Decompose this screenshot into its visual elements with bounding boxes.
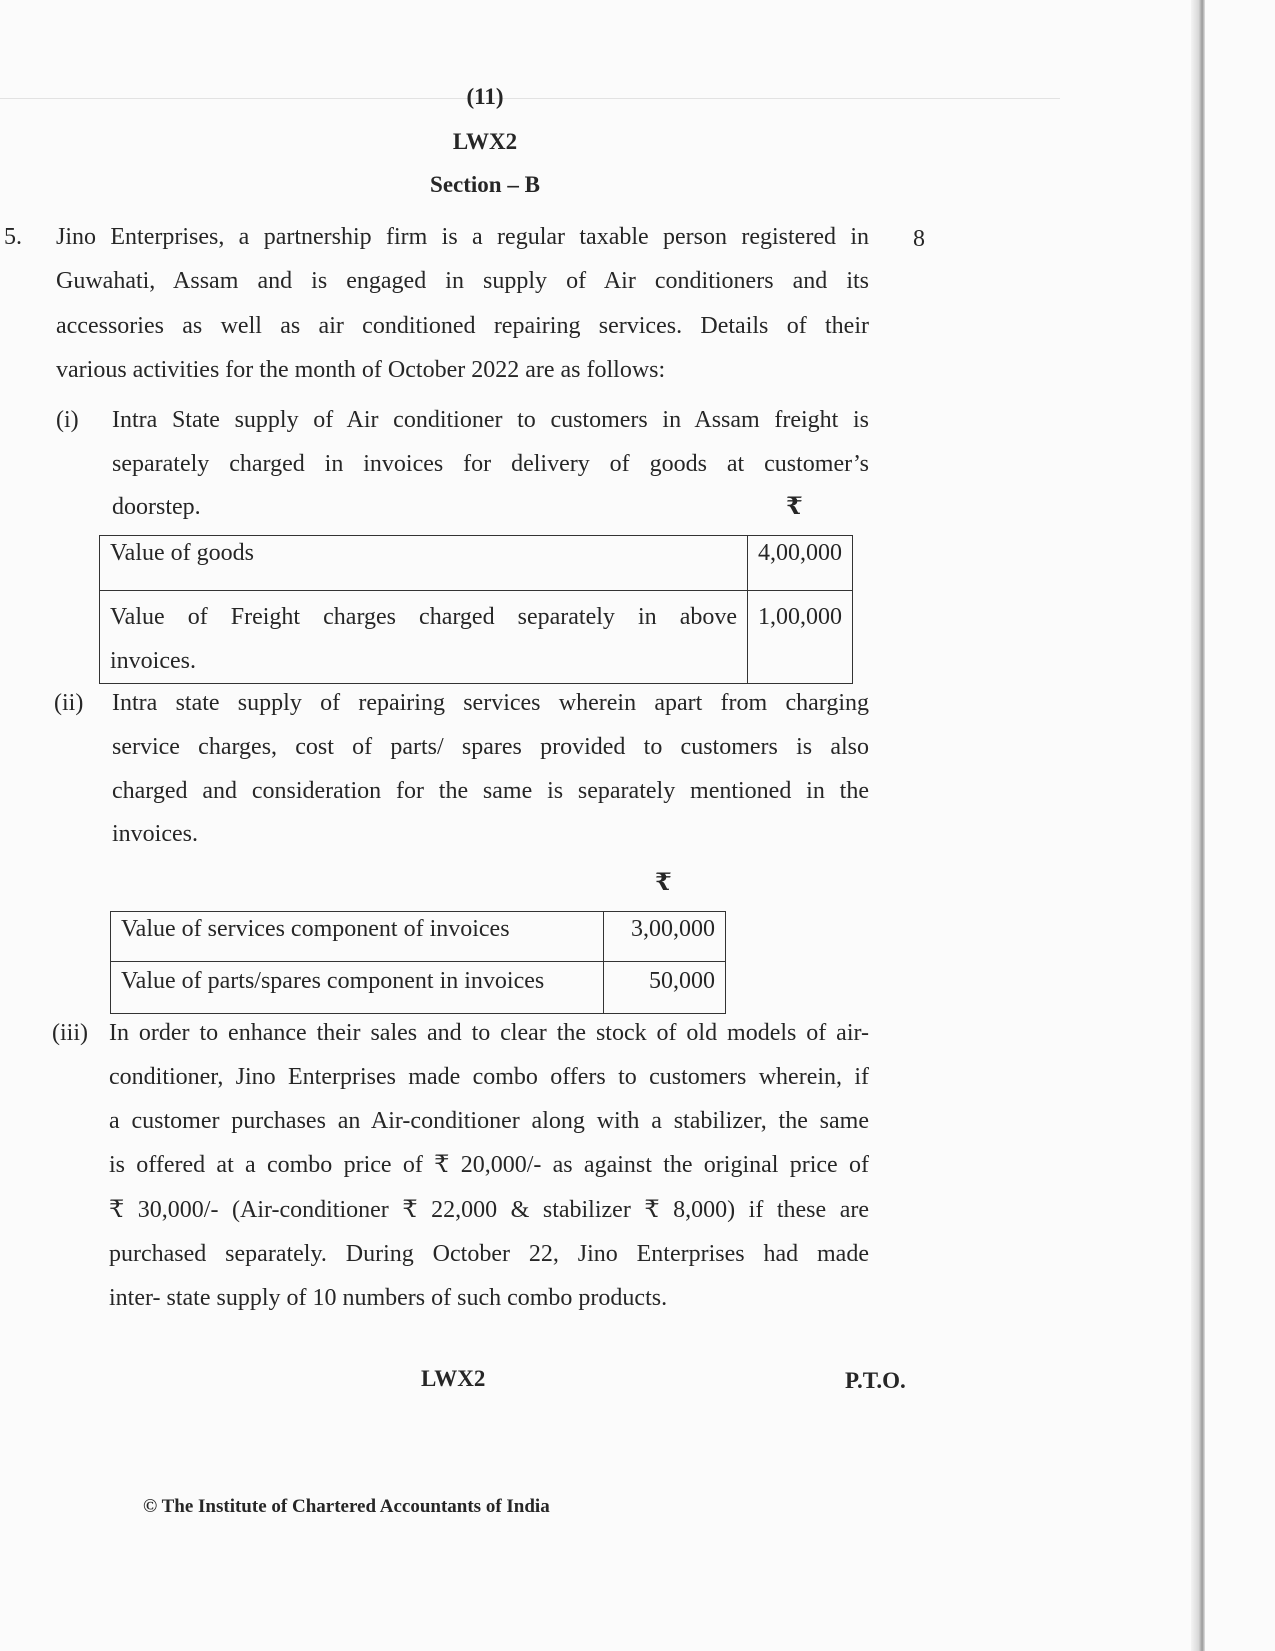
text-line: Intra state supply of repairing services wherein apart from charging xyxy=(112,690,869,716)
table-cell-amount: 50,000 xyxy=(604,962,726,1014)
table-cell-desc: Value of goods xyxy=(100,536,748,591)
text-line: separately charged in invoices for delivery of goods at customer’s xyxy=(112,451,869,477)
text-line: accessories as well as air conditioned repairing services. Details of their xyxy=(56,313,869,339)
pto-label: P.T.O. xyxy=(845,1368,906,1393)
item-label: (ii) xyxy=(54,690,84,716)
page-number: (11) xyxy=(466,84,504,109)
text-line: is offered at a combo price of ₹ 20,000/- as against the original price of xyxy=(109,1152,869,1178)
text-line: In order to enhance their sales and to clear the stock of old models of air- xyxy=(109,1020,869,1046)
text-line: Intra State supply of Air conditioner to customers in Assam freight is xyxy=(112,407,869,433)
text-line: invoices. xyxy=(112,821,198,847)
copyright-notice: © The Institute of Chartered Accountants of India xyxy=(143,1496,550,1517)
text-line: various activities for the month of October 2022 are as follows: xyxy=(56,357,666,383)
table-cell-amount: 4,00,000 xyxy=(748,536,853,591)
question-marks: 8 xyxy=(913,226,925,252)
text-line: inter- state supply of 10 numbers of such combo products. xyxy=(109,1285,668,1311)
question-number: 5. xyxy=(4,224,22,250)
text-line: doorstep. xyxy=(112,494,201,520)
rupee-symbol: ₹ xyxy=(655,870,672,896)
table-cell-desc: Value of services component of invoices xyxy=(111,912,604,962)
text-line: purchased separately. During October 22, Jino Enterprises had made xyxy=(109,1241,869,1267)
text-line: ₹ 30,000/- (Air-conditioner ₹ 22,000 & stabilizer ₹ 8,000) if these are xyxy=(109,1197,869,1223)
table-row xyxy=(100,536,853,591)
rupee-symbol: ₹ xyxy=(786,494,803,520)
text-line: invoices. xyxy=(110,648,196,674)
page-edge-shadow xyxy=(1191,0,1205,1651)
table-row xyxy=(111,962,726,1014)
item-label: (iii) xyxy=(52,1020,88,1046)
item-label: (i) xyxy=(56,407,79,433)
text-line: a customer purchases an Air-conditioner along with a stabilizer, the same xyxy=(109,1108,869,1134)
text-line: charged and consideration for the same is separately mentioned in the xyxy=(112,778,869,804)
text-line: conditioner, Jino Enterprises made combo offers to customers wherein, if xyxy=(109,1064,869,1090)
table-row xyxy=(111,912,726,962)
text-line: Value of Freight charges charged separately in above xyxy=(110,604,737,630)
text-line: service charges, cost of parts/ spares provided to customers is also xyxy=(112,734,869,760)
table-cell-amount: 3,00,000 xyxy=(604,912,726,962)
paper-code: LWX2 xyxy=(452,129,518,154)
text-line: Jino Enterprises, a partnership firm is a regular taxable person registered in xyxy=(56,224,869,250)
table-row xyxy=(100,591,853,684)
table-cell-desc: Value of parts/spares component in invoices xyxy=(111,962,604,1014)
section-title: Section – B xyxy=(430,172,540,197)
text-line: Guwahati, Assam and is engaged in supply of Air conditioners and its xyxy=(56,268,869,294)
services-value-table xyxy=(110,911,726,1014)
table-cell-desc xyxy=(100,591,748,684)
footer-paper-code: LWX2 xyxy=(421,1366,486,1391)
goods-value-table xyxy=(99,535,853,684)
table-cell-amount: 1,00,000 xyxy=(748,591,853,684)
